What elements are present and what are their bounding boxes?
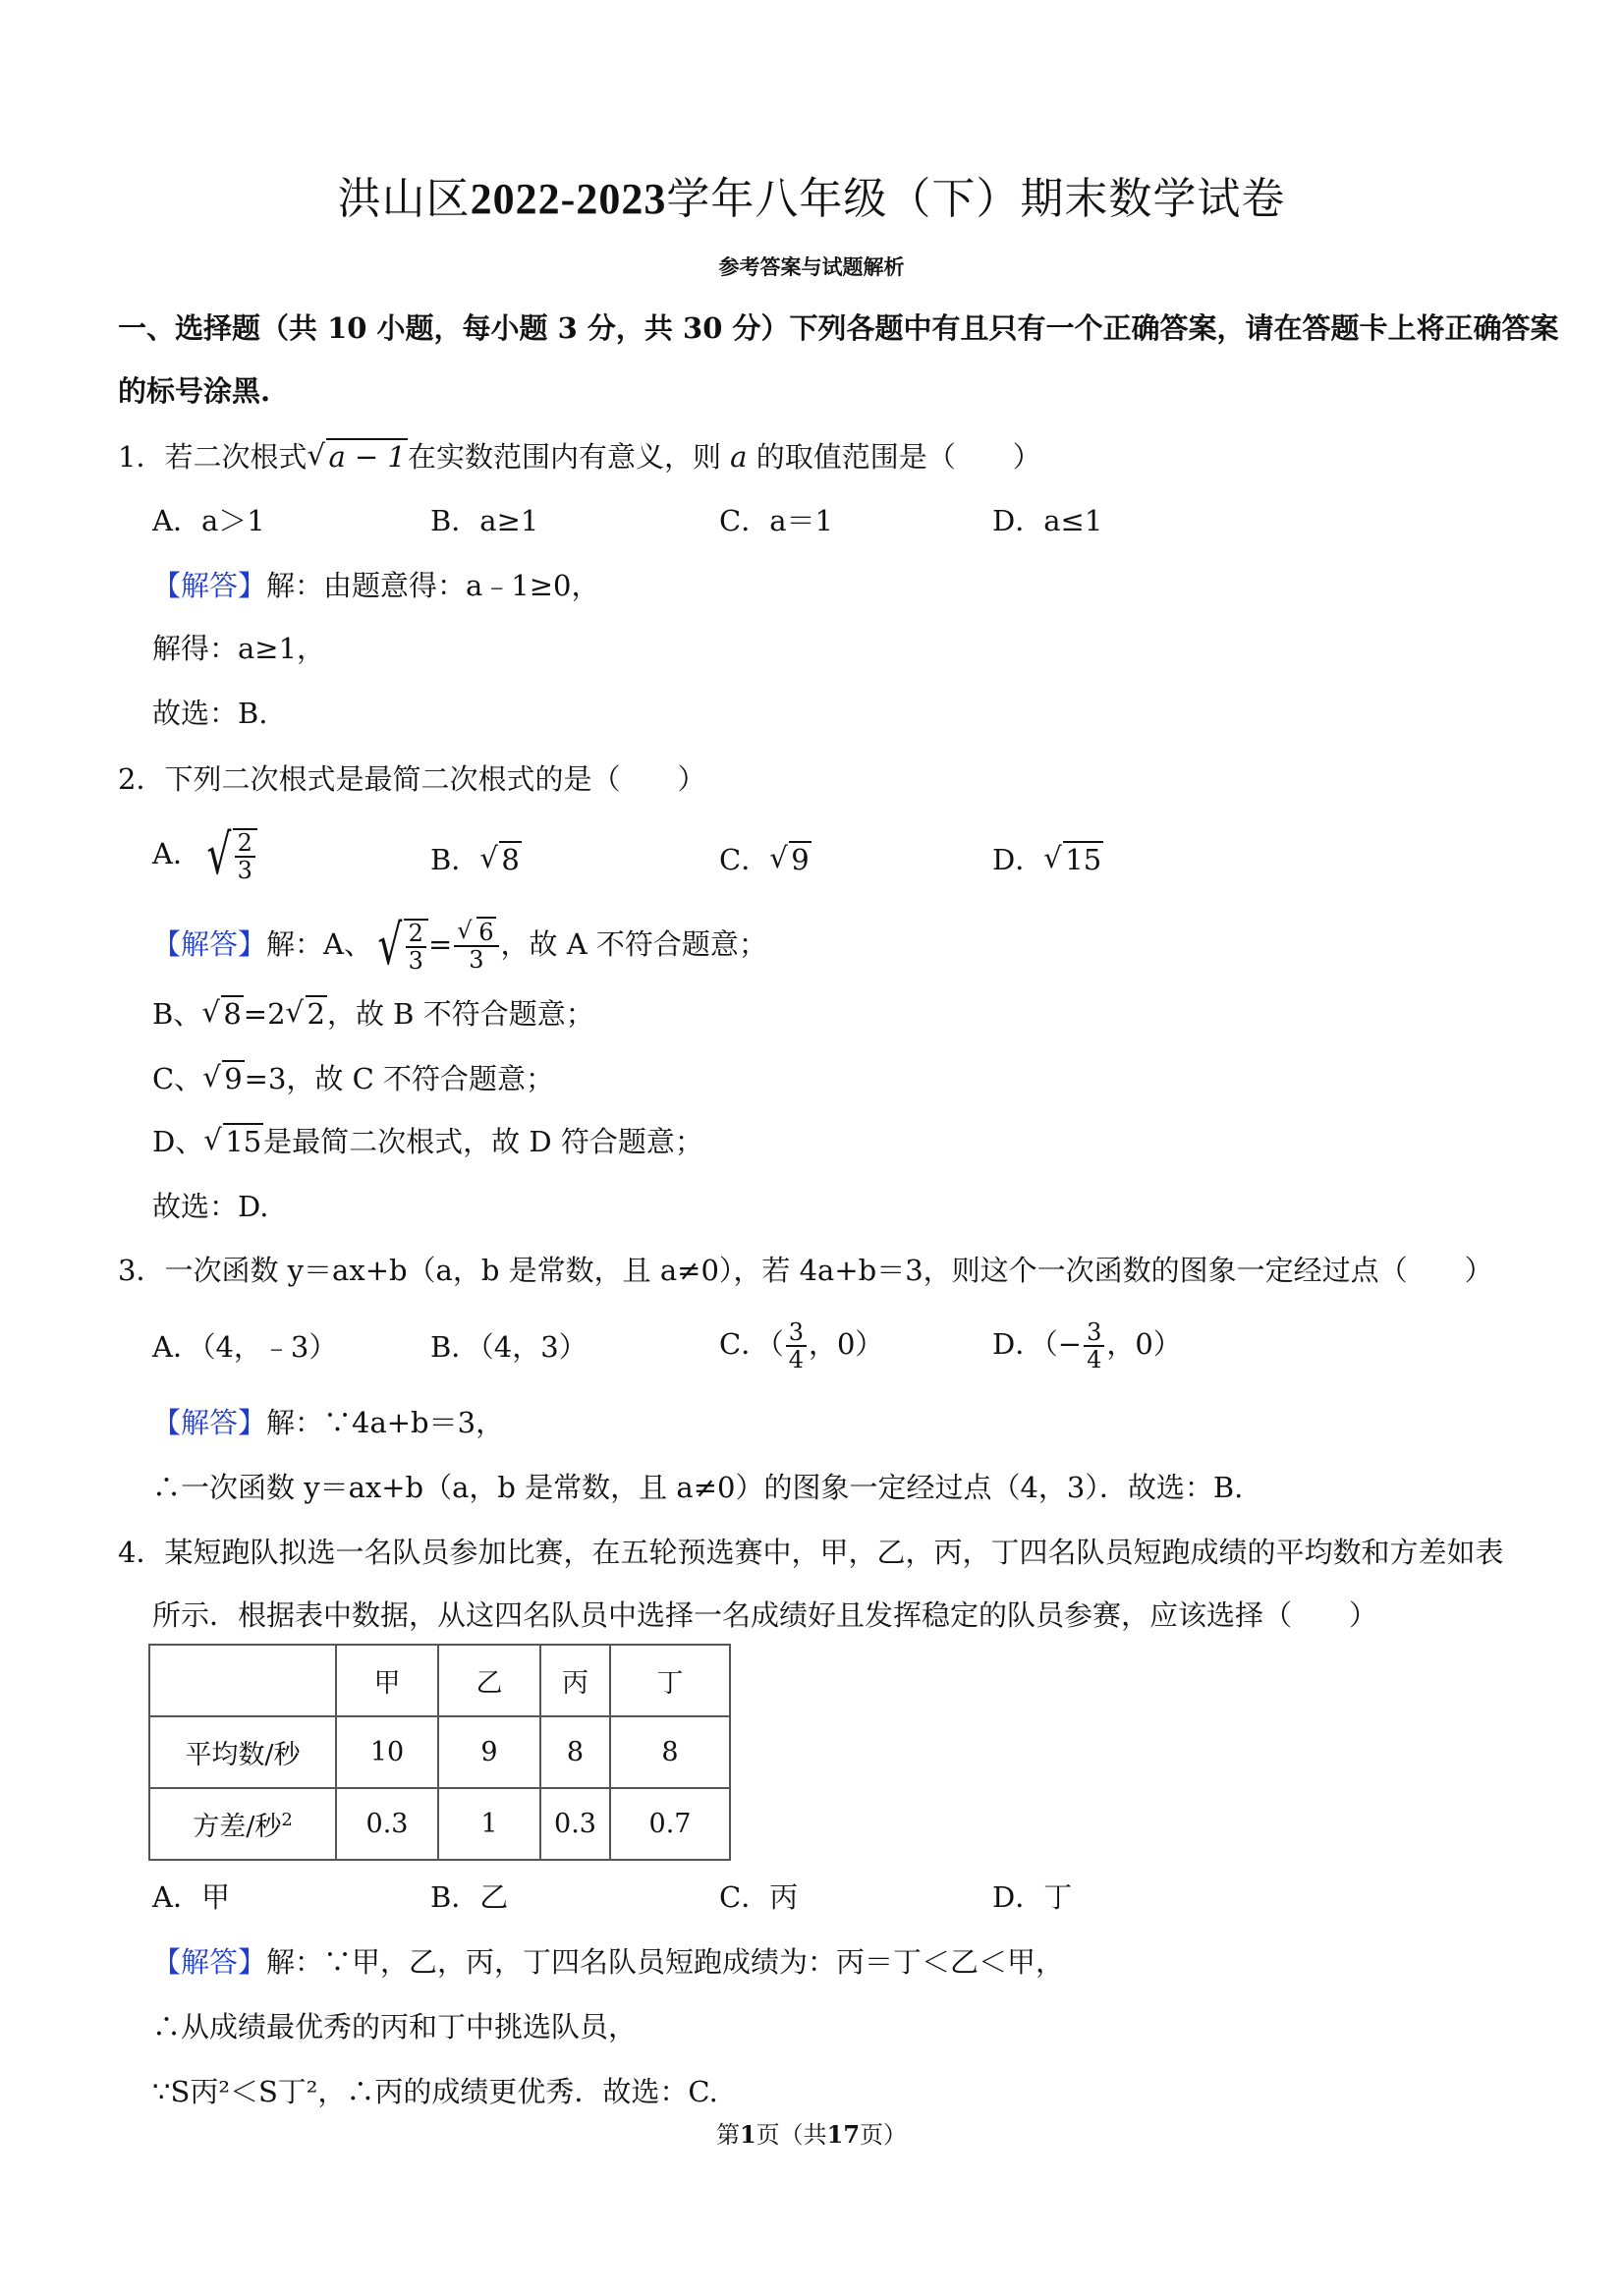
q4-answer-line2: ∴从成绩最优秀的丙和丁中挑选队员， [152,2010,638,2044]
q3-answer-text1: 解：∵4a+b＝3， [266,1406,505,1439]
q2-option-b [430,840,522,879]
q2-a-post: ，故 A 不符合题意； [500,927,767,961]
q4-answer-label: 【解答】 [152,1945,267,1979]
q2-a-den: 3 [408,947,423,975]
q3-answer-label: 【解答】 [152,1406,267,1439]
q1-option-c: C．a＝1 [719,504,833,537]
q2-option-d-rad: 15 [1065,843,1102,876]
q2-a-pre: 解：A、 [266,927,372,961]
q2-b-mid: =2 [243,997,286,1031]
q2-d-sqrt [203,1122,263,1161]
q2-b-pre: B、 [152,997,202,1031]
table-cell: 0.7 [610,1788,730,1860]
table-header-cell: 乙 [438,1645,540,1716]
q2-option-c-rad: 9 [791,843,810,876]
q4-answer-line3: ∵S丙²＜S丁²，∴丙的成绩更优秀．故选：C. [152,2075,718,2108]
q3-option-c-den: 4 [788,1346,804,1373]
footer-page: 1 [739,2120,756,2149]
q1-answer-line2: 解得：a≥1， [152,632,326,665]
q2-c-post: =3，故 C 不符合题意； [244,1062,555,1095]
q2-answer-line-d [152,1122,703,1161]
section-heading-line1: 一、选择题（共 10 小题，每小题 3 分，共 30 分）下列各题中有且只有一个正确答案，请在答题卡上将正确答案 [118,311,1559,345]
table-cell: 0.3 [336,1788,438,1860]
table-cell: 1 [438,1788,540,1860]
q2-option-a-sqrt: √ $\frac{2}{3}$ [201,828,257,883]
q2-stem: 2．下列二次根式是最简二次根式的是（ ） [118,762,706,796]
q1-sqrt [307,437,407,476]
q3-option-a: A．（4，﹣3） [152,1330,338,1364]
q1-answer-line1 [152,566,600,605]
q4-answer-text1: 解：∵甲，乙，丙，丁四名队员短跑成绩为：丙＝丁＜乙＜甲， [266,1945,1065,1979]
q4-option-a: A．甲 [152,1880,230,1914]
page-title [0,163,1623,226]
q2-option-a-num: 2 [235,830,255,858]
table-row [149,1788,730,1860]
q2-option-d-sqrt [1043,840,1103,879]
footer-post: 页） [860,2121,908,2149]
q4-option-c: C．丙 [719,1880,799,1914]
q2-d-post: 是最简二次根式，故 D 符合题意； [263,1125,703,1158]
q2-option-b-rad: 8 [501,843,520,876]
q1-var: a [730,440,748,474]
q3-option-d [992,1319,1182,1372]
table-cell: 8 [540,1716,610,1788]
q2-a-sqrt: √ $\frac{2}{3}$ [372,919,428,974]
table-cell [149,1788,336,1860]
footer-mid: 页（共 [756,2121,827,2149]
q1-stem-post-b: 的取值范围是（ ） [756,440,1041,474]
q2-a-res-num: 6 [478,919,494,946]
q1-option-a: A．a＞1 [152,504,265,537]
q2-a-res-den: 3 [469,946,484,974]
q2-a-result [454,920,498,973]
q4-answer-line1 [152,1942,1064,1982]
section-heading-line2: 的标号涂黑. [118,374,271,408]
table-header-cell: 丁 [610,1645,730,1716]
table-cell: 平均数/秒 [149,1716,336,1788]
q2-b-rad: 8 [223,997,242,1031]
q2-c-pre: C、 [152,1062,203,1095]
q2-d-rad: 15 [225,1125,262,1158]
q3-option-c-num: 3 [786,1319,807,1347]
q1-stem-pre: 1．若二次根式 [118,440,308,474]
q3-stem: 3．一次函数 y＝ax+b（a，b 是常数，且 a≠0），若 4a+b＝3，则这个一次函数的图象一定经过点（ ） [118,1254,1493,1287]
q2-option-a-den: 3 [237,857,252,884]
q4-stem-line2: 所示．根据表中数据，从这四名队员中选择一名成绩好且发挥稳定的队员参赛，应该选择（ ） [152,1598,1378,1632]
q2-answer-end: 故选：D. [152,1190,269,1223]
q3-option-c-pre: C．（ [719,1327,784,1361]
table-header-row [149,1645,730,1716]
q2-b-rad2: 2 [307,997,325,1031]
q2-answer-line-a [152,914,767,978]
q2-option-a-label: A． [152,837,201,870]
q3-answer-line2: ∴一次函数 y＝ax+b（a，b 是常数，且 a≠0）的图象一定经过点（4，3）．故选：B. [152,1471,1244,1504]
q2-option-c-label: C． [719,843,770,876]
q2-option-c [719,840,812,879]
q2-option-a [152,823,257,887]
q4-data-table [148,1644,731,1861]
q2-b-post: ，故 B 不符合题意； [326,997,594,1031]
q2-option-d [992,840,1103,879]
q2-answer-label: 【解答】 [152,927,267,961]
page-subtitle: 参考答案与试题解析 [718,254,905,279]
q3-option-d-den: 4 [1087,1346,1102,1373]
q4-option-d: D．丁 [992,1880,1073,1914]
page-footer [0,2115,1623,2150]
title-years: 2022-2023 [470,175,667,223]
table-header-cell [149,1645,336,1716]
title-suffix: 学年八年级（下）期末数学试卷 [666,174,1286,224]
q1-radicand: a − 1 [328,440,406,474]
title-prefix: 洪山区 [337,174,471,224]
q1-option-b: B．a≥1 [430,504,539,537]
q4-option-b: B．乙 [430,1880,509,1914]
q2-option-d-label: D． [992,843,1044,876]
table-row [149,1716,730,1788]
table-cell: 8 [610,1716,730,1788]
q2-a-num: 2 [406,921,426,948]
q1-answer-label: 【解答】 [152,569,267,602]
q1-option-d: D．a≤1 [992,504,1103,537]
q3-option-c-post: ，0） [808,1327,884,1361]
q3-option-d-pre: D．（− [992,1327,1083,1361]
q2-b-sqrt [201,994,243,1034]
table-header-cell: 甲 [336,1645,438,1716]
q3-answer-line1 [152,1403,504,1442]
q3-option-b: B．（4，3） [430,1330,588,1364]
variance-label: 方差/秒 [193,1812,282,1842]
q2-option-c-sqrt [769,840,811,879]
q4-stem-line1: 4．某短跑队拟选一名队员参加比赛，在五轮预选赛中，甲，乙，丙，丁四名队员短跑成绩的平均数和方差如表 [118,1536,1504,1569]
table-cell: 0.3 [540,1788,610,1860]
q1-answer-line3: 故选：B. [152,697,268,730]
q2-d-pre: D、 [152,1125,204,1158]
q1-stem-post-a: 在实数范围内有意义，则 [407,440,721,474]
q3-option-c [719,1319,883,1372]
q2-option-b-label: B． [430,843,480,876]
q1-answer-text1: 解：由题意得：a﹣1≥0， [266,569,600,602]
q2-c-sqrt [202,1059,244,1098]
footer-pre: 第 [715,2121,740,2149]
variance-label-sup: 2 [281,1810,293,1830]
q2-a-eq: = [427,927,453,961]
table-cell: 10 [336,1716,438,1788]
q3-option-d-post: ，0） [1106,1327,1182,1361]
q2-answer-line-c [152,1059,554,1098]
table-header-cell: 丙 [540,1645,610,1716]
q2-answer-line-b [152,994,594,1034]
table-cell: 9 [438,1716,540,1788]
q3-option-d-num: 3 [1084,1319,1104,1347]
q1-stem [118,437,1041,476]
q2-option-b-sqrt [479,840,521,879]
q2-b-sqrt2 [286,994,327,1034]
q2-c-rad: 9 [224,1062,243,1095]
footer-total: 17 [826,2120,861,2149]
